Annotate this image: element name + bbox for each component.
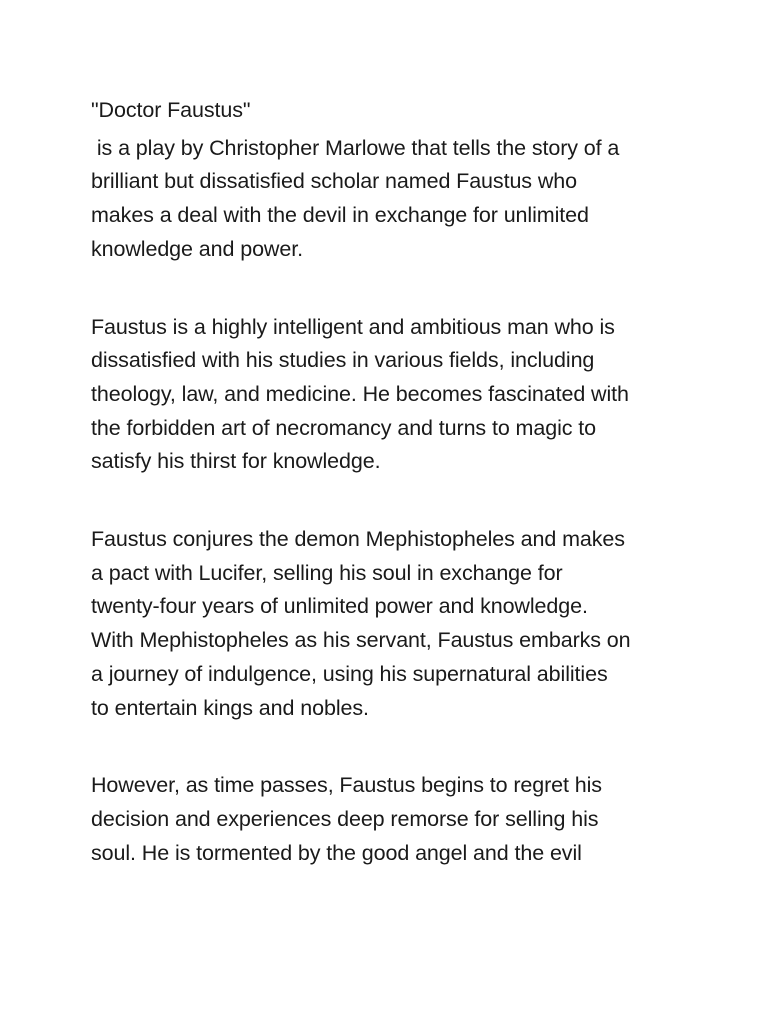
document-title: "Doctor Faustus" bbox=[91, 98, 251, 122]
paragraph-4 bbox=[91, 769, 708, 870]
paragraph-2 bbox=[91, 311, 708, 480]
paragraph-line: theology, law, and medicine. He becomes fascinated with bbox=[91, 381, 629, 406]
paragraph-line: is a play by Christopher Marlowe that tells the story of a bbox=[91, 135, 620, 160]
paragraph-3 bbox=[91, 523, 708, 725]
paragraph-line: the forbidden art of necromancy and turns to magic to bbox=[91, 415, 597, 440]
paragraph-1 bbox=[91, 132, 708, 267]
paragraph-line: dissatisfied with his studies in various fields, including bbox=[91, 348, 595, 373]
paragraph-line: knowledge and power. bbox=[91, 236, 303, 261]
paragraph-line: a pact with Lucifer, selling his soul in exchange for bbox=[91, 560, 563, 585]
paragraph-line: decision and experiences deep remorse for selling his bbox=[91, 806, 599, 831]
paragraph-line: brilliant but dissatisfied scholar named Faustus who bbox=[91, 169, 577, 194]
paragraph-line: Faustus is a highly intelligent and ambitious man who is bbox=[91, 314, 615, 339]
paragraph-line: twenty-four years of unlimited power and knowledge. bbox=[91, 594, 588, 619]
paragraph-line: Faustus conjures the demon Mephistopheles and makes bbox=[91, 527, 625, 552]
paragraph-line: makes a deal with the devil in exchange for unlimited bbox=[91, 203, 589, 228]
paragraph-line: soul. He is tormented by the good angel and the evil bbox=[91, 840, 582, 865]
paragraph-line: With Mephistopheles as his servant, Faustus embarks on bbox=[91, 628, 631, 653]
paragraph-line: However, as time passes, Faustus begins to regret his bbox=[91, 773, 602, 798]
paragraph-line: a journey of indulgence, using his supernatural abilities bbox=[91, 661, 608, 686]
paragraph-line: to entertain kings and nobles. bbox=[91, 695, 369, 720]
paragraph-line: satisfy his thirst for knowledge. bbox=[91, 449, 381, 474]
